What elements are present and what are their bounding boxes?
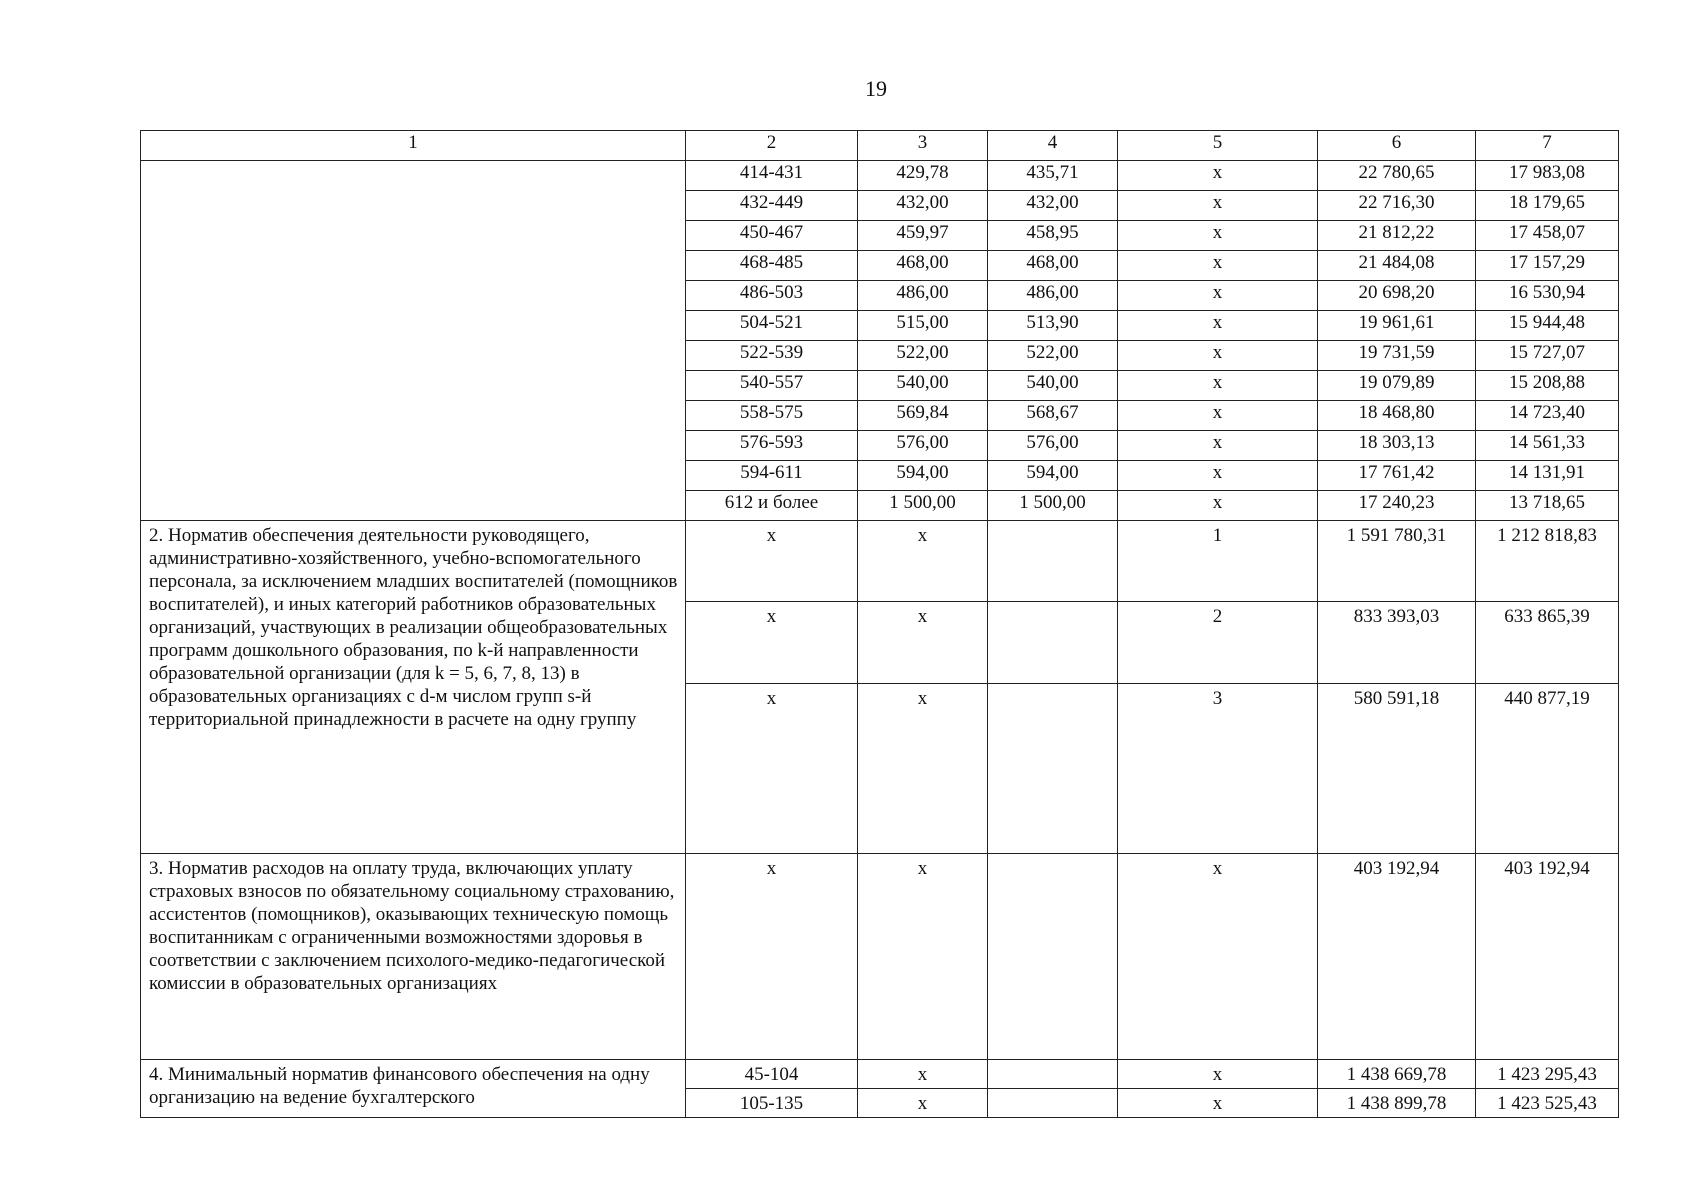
value-col5: x [1118, 191, 1318, 221]
group-range: 576-593 [686, 431, 858, 461]
value-col6: 20 698,20 [1318, 281, 1476, 311]
value-col3: x [858, 1060, 988, 1089]
value-col4 [988, 602, 1118, 684]
value-col7: 1 423 295,43 [1476, 1060, 1619, 1089]
value-col4 [988, 1060, 1118, 1089]
value-col2: 45-104 [686, 1060, 858, 1089]
group-range: 540-557 [686, 371, 858, 401]
value-col6: 403 192,94 [1318, 854, 1476, 1060]
value-col3: x [858, 684, 988, 854]
group-range: 594-611 [686, 461, 858, 491]
table-row [141, 854, 1619, 1060]
value-col6: 580 591,18 [1318, 684, 1476, 854]
value-col5: x [1118, 1089, 1318, 1118]
value-col3: x [858, 602, 988, 684]
header-cell: 5 [1118, 131, 1318, 161]
value-col7: 633 865,39 [1476, 602, 1619, 684]
value-col6: 21 484,08 [1318, 251, 1476, 281]
normative-table [140, 130, 1619, 1118]
value-col3: 569,84 [858, 401, 988, 431]
value-col5: x [1118, 341, 1318, 371]
header-cell: 6 [1318, 131, 1476, 161]
value-col4: 513,90 [988, 311, 1118, 341]
value-col6: 17 761,42 [1318, 461, 1476, 491]
value-col3: 540,00 [858, 371, 988, 401]
value-col4 [988, 1089, 1118, 1118]
value-col3: 515,00 [858, 311, 988, 341]
value-col6: 22 780,65 [1318, 161, 1476, 191]
value-col7: 13 718,65 [1476, 491, 1619, 521]
section-4-description: 4. Минимальный норматив финансового обеспечения на одну организацию на ведение бухгалтерского [141, 1060, 686, 1118]
header-cell: 4 [988, 131, 1118, 161]
value-col2: x [686, 521, 858, 602]
value-col3: x [858, 854, 988, 1060]
value-col3: 1 500,00 [858, 491, 988, 521]
group-range: 450-467 [686, 221, 858, 251]
value-col7: 14 723,40 [1476, 401, 1619, 431]
value-col6: 833 393,03 [1318, 602, 1476, 684]
value-col2: x [686, 854, 858, 1060]
value-col5: x [1118, 461, 1318, 491]
value-col2: 105-135 [686, 1089, 858, 1118]
value-col6: 19 079,89 [1318, 371, 1476, 401]
value-col3: 522,00 [858, 341, 988, 371]
value-col4: 522,00 [988, 341, 1118, 371]
value-col4: 540,00 [988, 371, 1118, 401]
value-col7: 403 192,94 [1476, 854, 1619, 1060]
table-row [141, 521, 1619, 602]
value-col5: 3 [1118, 684, 1318, 854]
value-col6: 1 438 899,78 [1318, 1089, 1476, 1118]
value-col5: x [1118, 371, 1318, 401]
value-col4: 486,00 [988, 281, 1118, 311]
value-col6: 19 961,61 [1318, 311, 1476, 341]
page-number: 19 [865, 76, 887, 101]
value-col6: 19 731,59 [1318, 341, 1476, 371]
value-col2: x [686, 602, 858, 684]
value-col2: x [686, 684, 858, 854]
value-col7: 1 212 818,83 [1476, 521, 1619, 602]
header-row [141, 131, 1619, 161]
section-3-description: 3. Норматив расходов на оплату труда, включающих уплату страховых взносов по обязательному социальному страхованию, ассистентов (помощников), оказывающих техническую помощь воспитанникам с ограниченными возможностями здоровья в соответствии с заключением психолого-медико-педагогической комиссии в образовательных организациях [141, 854, 686, 1060]
value-col7: 17 157,29 [1476, 251, 1619, 281]
value-col5: 2 [1118, 602, 1318, 684]
value-col3: 486,00 [858, 281, 988, 311]
value-col4: 432,00 [988, 191, 1118, 221]
value-col3: 459,97 [858, 221, 988, 251]
value-col5: x [1118, 491, 1318, 521]
value-col6: 17 240,23 [1318, 491, 1476, 521]
value-col7: 17 983,08 [1476, 161, 1619, 191]
value-col4: 594,00 [988, 461, 1118, 491]
value-col5: x [1118, 161, 1318, 191]
value-col7: 1 423 525,43 [1476, 1089, 1619, 1118]
section-2-description: 2. Норматив обеспечения деятельности руководящего, административно-хозяйственного, учебно-вспомогательного персонала, за исключением младших воспитателей (помощников воспитателей), и иных категорий работников образовательных организаций, участвующих в реализации общеобразовательных программ дошкольного образования, по k-й направленности образовательной организации (для k = 5, 6, 7, 8, 13) в образовательных организациях с d-м числом групп s-й территориальной принадлежности в расчете на одну группу [141, 521, 686, 854]
value-col7: 14 131,91 [1476, 461, 1619, 491]
value-col4: 1 500,00 [988, 491, 1118, 521]
value-col5: x [1118, 311, 1318, 341]
value-col3: 468,00 [858, 251, 988, 281]
group-range: 522-539 [686, 341, 858, 371]
value-col3: x [858, 521, 988, 602]
table-row [141, 1060, 1619, 1089]
header-cell: 2 [686, 131, 858, 161]
value-col6: 18 303,13 [1318, 431, 1476, 461]
value-col4: 468,00 [988, 251, 1118, 281]
value-col7: 14 561,33 [1476, 431, 1619, 461]
value-col4 [988, 684, 1118, 854]
value-col3: x [858, 1089, 988, 1118]
value-col5: x [1118, 281, 1318, 311]
value-col6: 22 716,30 [1318, 191, 1476, 221]
group-range: 612 и более [686, 491, 858, 521]
value-col7: 17 458,07 [1476, 221, 1619, 251]
value-col6: 18 468,80 [1318, 401, 1476, 431]
group-range: 468-485 [686, 251, 858, 281]
value-col5: x [1118, 431, 1318, 461]
header-cell: 7 [1476, 131, 1619, 161]
table-row [141, 161, 1619, 191]
value-col6: 1 591 780,31 [1318, 521, 1476, 602]
value-col4 [988, 854, 1118, 1060]
blank-description-cell [141, 161, 686, 521]
value-col5: 1 [1118, 521, 1318, 602]
value-col3: 594,00 [858, 461, 988, 491]
group-range: 486-503 [686, 281, 858, 311]
value-col4: 458,95 [988, 221, 1118, 251]
value-col6: 21 812,22 [1318, 221, 1476, 251]
value-col5: x [1118, 251, 1318, 281]
header-cell: 3 [858, 131, 988, 161]
value-col7: 440 877,19 [1476, 684, 1619, 854]
group-range: 504-521 [686, 311, 858, 341]
value-col5: x [1118, 1060, 1318, 1089]
header-cell: 1 [141, 131, 686, 161]
value-col5: x [1118, 854, 1318, 1060]
group-range: 558-575 [686, 401, 858, 431]
value-col3: 576,00 [858, 431, 988, 461]
value-col3: 432,00 [858, 191, 988, 221]
value-col7: 15 208,88 [1476, 371, 1619, 401]
value-col5: x [1118, 221, 1318, 251]
group-range: 414-431 [686, 161, 858, 191]
value-col7: 15 727,07 [1476, 341, 1619, 371]
value-col7: 18 179,65 [1476, 191, 1619, 221]
value-col3: 429,78 [858, 161, 988, 191]
value-col4 [988, 521, 1118, 602]
value-col4: 568,67 [988, 401, 1118, 431]
value-col4: 435,71 [988, 161, 1118, 191]
value-col5: x [1118, 401, 1318, 431]
value-col7: 16 530,94 [1476, 281, 1619, 311]
value-col4: 576,00 [988, 431, 1118, 461]
value-col6: 1 438 669,78 [1318, 1060, 1476, 1089]
group-range: 432-449 [686, 191, 858, 221]
value-col7: 15 944,48 [1476, 311, 1619, 341]
